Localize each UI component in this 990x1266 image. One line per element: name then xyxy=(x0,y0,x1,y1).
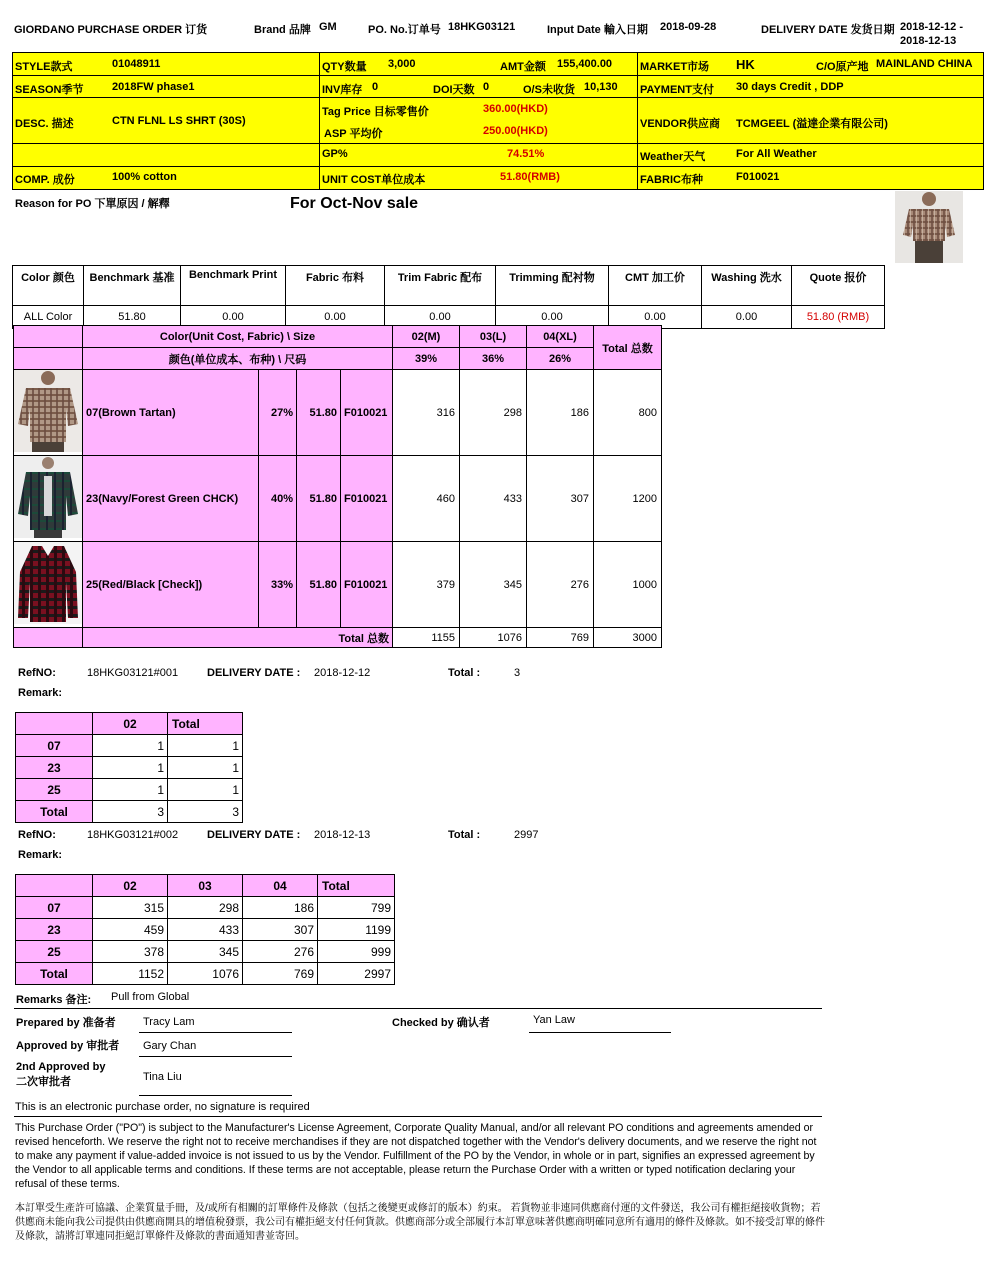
prepared-by-label: Prepared by 准备者 xyxy=(16,1017,116,1029)
bench-value-washing: 0.00 xyxy=(702,306,792,329)
inv-value: 0 xyxy=(372,81,379,93)
asp-label: ASP 平均价 xyxy=(324,128,383,140)
po-title: GIORDANO PURCHASE ORDER 订货 xyxy=(14,24,208,36)
second-approved-label-zh: 二次审批者 xyxy=(16,1076,71,1088)
ref2-col-04: 04 xyxy=(243,875,318,897)
vendor-label: VENDOR供应商 xyxy=(640,118,721,130)
ref2-total-value: 2997 xyxy=(514,829,539,841)
size-ratio-04: 26% xyxy=(527,348,594,370)
color-25-qty-02: 379 xyxy=(393,542,460,628)
doi-value: 0 xyxy=(483,81,490,93)
ref2-row-25-03: 345 xyxy=(168,941,243,963)
ref1-row-23-02: 1 xyxy=(93,757,168,779)
reason-value: For Oct-Nov sale xyxy=(290,195,419,212)
remarks-value: Pull from Global xyxy=(111,991,190,1003)
divider-top xyxy=(14,1008,822,1009)
second-approved-line xyxy=(139,1095,292,1096)
ref1-row-23-total: 1 xyxy=(168,757,243,779)
ref1-row-23-label: 23 xyxy=(16,757,93,779)
ref2-refno-value: 18HKG03121#002 xyxy=(87,829,179,841)
bench-value-trimming: 0.00 xyxy=(496,306,609,329)
brand-label: Brand 品牌 xyxy=(254,24,311,36)
bench-value-benchmark: 51.80 xyxy=(84,306,181,329)
ref2-row-total-total: 2997 xyxy=(318,963,395,985)
bench-value-cmt: 0.00 xyxy=(609,306,702,329)
qty-value: 3,000 xyxy=(388,58,416,70)
ref2-refno-label: RefNO: xyxy=(18,829,56,841)
vendor-value: TCMGEEL (溢達企業有限公司) xyxy=(736,118,888,130)
color-23-fabric: F010021 xyxy=(341,456,393,542)
ref1-refno-label: RefNO: xyxy=(18,667,56,679)
image-column-header-2 xyxy=(14,348,83,370)
color-25-pct: 33% xyxy=(259,542,297,628)
ref2-row-07-04: 186 xyxy=(243,897,318,919)
terms-chinese: 本訂單受生產許可協議、企業質量手冊，及/或所有相關的訂單條件及條款（包括之後變更或修訂的版本）約束。 若貨物並非連同供應商付運的文件發送，我公司有權拒絕接收貨物；若供應商未能向我公司提供由供應商開具的增值稅發票，我公司有權拒絕支付任何貨款。供應商部分或全部履行本訂單意味著供應商明確同意所有適用的條件及條款。如不接受訂單的條件及條款，請將訂單連同拒絕訂單條件及條款的書面通知書並寄回。 xyxy=(15,1203,825,1242)
approved-by-line xyxy=(139,1056,292,1057)
size-ratio-03: 36% xyxy=(460,348,527,370)
bench-value-trim-fabric: 0.00 xyxy=(385,306,496,329)
ref1-col-02: 02 xyxy=(93,713,168,735)
bench-value-quote: 51.80 (RMB) xyxy=(792,306,885,329)
season-value: 2018FW phase1 xyxy=(112,81,195,93)
ref2-row-23-04: 307 xyxy=(243,919,318,941)
ref2-row-total-02: 1152 xyxy=(93,963,168,985)
ref2-row-23-03: 433 xyxy=(168,919,243,941)
order-total-04: 769 xyxy=(527,628,594,648)
ref2-col-total: Total xyxy=(318,875,395,897)
ref2-row-23-02: 459 xyxy=(93,919,168,941)
amt-label: AMT金额 xyxy=(500,61,546,73)
fabric-value: F010021 xyxy=(736,171,780,183)
reason-label: Reason for PO 下單原因 / 解釋 xyxy=(15,198,170,210)
color-23-name: 23(Navy/Forest Green CHCK) xyxy=(83,456,259,542)
payment-label: PAYMENT支付 xyxy=(640,84,714,96)
prepared-by-line xyxy=(139,1032,292,1033)
color-07-cost: 51.80 xyxy=(297,370,341,456)
os-value: 10,130 xyxy=(584,81,618,93)
po-info-block xyxy=(12,52,984,190)
total-row-image-cell xyxy=(14,628,83,648)
ref2-row-23-total: 1199 xyxy=(318,919,395,941)
ref1-row-total-total: 3 xyxy=(168,801,243,823)
color-25-cost: 51.80 xyxy=(297,542,341,628)
brand-value: GM xyxy=(319,21,337,33)
ref2-row-25-02: 378 xyxy=(93,941,168,963)
bench-header-benchmark-print: Benchmark Print xyxy=(181,266,286,306)
ref1-remark-label: Remark: xyxy=(18,687,63,699)
ref1-corner-cell xyxy=(16,713,93,735)
desc-value: CTN FLNL LS SHRT (30S) xyxy=(112,115,246,127)
size-ratio-02: 39% xyxy=(393,348,460,370)
ref1-total-value: 3 xyxy=(514,667,521,679)
gp-label: GP% xyxy=(322,148,348,160)
color-07-total: 800 xyxy=(594,370,662,456)
divider-bottom xyxy=(14,1116,822,1117)
ref2-corner-cell xyxy=(16,875,93,897)
delivery-date-value-start: 2018-12-12 - xyxy=(900,21,963,33)
ref2-remark-label: Remark: xyxy=(18,849,63,861)
doi-label: DOI天数 xyxy=(433,84,475,96)
terms-english: This Purchase Order ("PO") is subject to the Manufacturer's License Agreement, Corporate Quality Manual, and/or all relevant PO conditions and agreements amended or revised henceforth. We reserve the right not to receive merchandises if they are not dispatched together with the Vendor's delivery documents, and we reserve the right not to make any payment if value-added invoice is not issued to us by the Vendor. Fulfillment of the PO by the Vendor, in whole or in part, signifies an expressed agreement by the Vendor to all applicable terms and conditions. If these terms are not acceptable, please return the Purchase Order with a written or typed notification declaring your refusal of these terms. xyxy=(15,1122,817,1190)
style-value: 01048911 xyxy=(112,58,161,70)
tag-price-label: Tag Price 目标零售价 xyxy=(322,106,429,118)
season-label: SEASON季节 xyxy=(15,84,84,96)
ref2-row-total-04: 769 xyxy=(243,963,318,985)
input-date-value: 2018-09-28 xyxy=(660,21,717,33)
ref2-row-total-label: Total xyxy=(16,963,93,985)
ref1-row-total-02: 3 xyxy=(93,801,168,823)
ref2-col-03: 03 xyxy=(168,875,243,897)
color-25-total: 1000 xyxy=(594,542,662,628)
ref1-row-07-total: 1 xyxy=(168,735,243,757)
color-23-cost: 51.80 xyxy=(297,456,341,542)
total-header: Total 总数 xyxy=(594,326,662,370)
bench-header-trimming: Trimming 配衬物 xyxy=(496,266,609,306)
desc-label: DESC. 描述 xyxy=(15,118,74,130)
order-total-all: 3000 xyxy=(594,628,662,648)
color-23-image xyxy=(14,456,83,542)
style-label: STYLE款式 xyxy=(15,61,73,73)
second-approved-value: Tina Liu xyxy=(143,1071,182,1083)
bench-value-benchmark-print: 0.00 xyxy=(181,306,286,329)
gp-value: 74.51% xyxy=(507,148,545,160)
bench-header-benchmark: Benchmark 基准 xyxy=(84,266,181,306)
order-total-03: 1076 xyxy=(460,628,527,648)
color-07-image xyxy=(14,370,83,456)
approved-by-label: Approved by 审批者 xyxy=(16,1040,120,1052)
ref1-delivery-label: DELIVERY DATE : xyxy=(207,667,301,679)
ref1-refno-value: 18HKG03121#001 xyxy=(87,667,179,679)
os-label: O/S未收货 xyxy=(523,84,575,96)
input-date-label: Input Date 輸入日期 xyxy=(547,24,648,36)
ref2-row-07-label: 07 xyxy=(16,897,93,919)
ref2-row-total-03: 1076 xyxy=(168,963,243,985)
qty-label: QTY数量 xyxy=(322,61,367,73)
checked-by-value: Yan Law xyxy=(533,1014,575,1026)
approved-by-value: Gary Chan xyxy=(143,1040,197,1052)
ref2-row-25-total: 999 xyxy=(318,941,395,963)
origin-label: C/O原产地 xyxy=(816,61,869,73)
ref1-row-25-02: 1 xyxy=(93,779,168,801)
ref2-row-23-label: 23 xyxy=(16,919,93,941)
ref1-row-07-02: 1 xyxy=(93,735,168,757)
color-07-qty-03: 298 xyxy=(460,370,527,456)
comp-label: COMP. 成份 xyxy=(15,174,75,186)
checked-by-label: Checked by 确认者 xyxy=(392,1017,490,1029)
color-23-qty-03: 433 xyxy=(460,456,527,542)
delivery-date-value-end: 2018-12-13 xyxy=(900,35,957,47)
bench-header-color: Color 颜色 xyxy=(13,266,84,306)
ref2-delivery-label: DELIVERY DATE : xyxy=(207,829,301,841)
ref1-row-07-label: 07 xyxy=(16,735,93,757)
fabric-label: FABRIC布种 xyxy=(640,174,703,186)
unit-cost-value: 51.80(RMB) xyxy=(500,171,560,183)
color-size-header-zh: 颜色(单位成本、布种) \ 尺码 xyxy=(83,348,393,370)
ref1-row-25-total: 1 xyxy=(168,779,243,801)
ref2-row-07-total: 799 xyxy=(318,897,395,919)
color-25-qty-03: 345 xyxy=(460,542,527,628)
ref1-col-total: Total xyxy=(168,713,243,735)
ref2-total-label: Total : xyxy=(448,829,481,841)
market-label: MARKET市场 xyxy=(640,61,710,73)
amt-value: 155,400.00 xyxy=(557,58,613,70)
color-23-qty-02: 460 xyxy=(393,456,460,542)
order-total-label: Total 总数 xyxy=(83,628,393,648)
order-size-table xyxy=(13,325,662,648)
order-total-02: 1155 xyxy=(393,628,460,648)
ref1-total-label: Total : xyxy=(448,667,481,679)
remarks-label: Remarks 备注: xyxy=(16,994,92,1006)
ref1-delivery-value: 2018-12-12 xyxy=(314,667,371,679)
weather-value: For All Weather xyxy=(736,148,817,160)
bench-value-fabric: 0.00 xyxy=(286,306,385,329)
benchmark-table xyxy=(12,265,885,329)
unit-cost-label: UNIT COST单位成本 xyxy=(322,174,426,186)
asp-value: 250.00(HKD) xyxy=(483,125,548,137)
ref2-row-07-02: 315 xyxy=(93,897,168,919)
weather-label: Weather天气 xyxy=(640,151,706,163)
color-23-pct: 40% xyxy=(259,456,297,542)
tag-price-value: 360.00(HKD) xyxy=(483,103,548,115)
ref2-row-07-03: 298 xyxy=(168,897,243,919)
color-25-name: 25(Red/Black [Check]) xyxy=(83,542,259,628)
origin-value: MAINLAND CHINA xyxy=(876,58,973,70)
color-07-name: 07(Brown Tartan) xyxy=(83,370,259,456)
ref2-col-02: 02 xyxy=(93,875,168,897)
electronic-note: This is an electronic purchase order, no signature is required xyxy=(15,1101,310,1113)
ref1-row-25-label: 25 xyxy=(16,779,93,801)
ref1-row-total-label: Total xyxy=(16,801,93,823)
size-header-03: 03(L) xyxy=(460,326,527,348)
delivery-date-label: DELIVERY DATE 发货日期 xyxy=(761,24,895,36)
comp-value: 100% cotton xyxy=(112,171,177,183)
color-07-qty-02: 316 xyxy=(393,370,460,456)
bench-header-washing: Washing 洗水 xyxy=(702,266,792,306)
inv-label: INV库存 xyxy=(322,84,363,96)
color-07-qty-04: 186 xyxy=(527,370,594,456)
bench-header-quote: Quote 报价 xyxy=(792,266,885,306)
checked-by-line xyxy=(529,1032,671,1033)
ref2-delivery-value: 2018-12-13 xyxy=(314,829,371,841)
color-25-qty-04: 276 xyxy=(527,542,594,628)
bench-value-color: ALL Color xyxy=(13,306,84,329)
product-image xyxy=(895,191,963,263)
color-07-pct: 27% xyxy=(259,370,297,456)
ref2-row-25-04: 276 xyxy=(243,941,318,963)
color-23-qty-04: 307 xyxy=(527,456,594,542)
po-number-value: 18HKG03121 xyxy=(448,21,516,33)
po-number-label: PO. No.订单号 xyxy=(368,24,441,36)
size-header-02: 02(M) xyxy=(393,326,460,348)
prepared-by-value: Tracy Lam xyxy=(143,1016,195,1028)
market-value: HK xyxy=(736,57,755,72)
color-25-image xyxy=(14,542,83,628)
size-header-04: 04(XL) xyxy=(527,326,594,348)
bench-header-fabric: Fabric 布料 xyxy=(286,266,385,306)
bench-header-cmt: CMT 加工价 xyxy=(609,266,702,306)
color-23-total: 1200 xyxy=(594,456,662,542)
ref2-row-25-label: 25 xyxy=(16,941,93,963)
ref2-size-table xyxy=(15,874,395,985)
color-07-fabric: F010021 xyxy=(341,370,393,456)
payment-value: 30 days Credit , DDP xyxy=(736,81,844,93)
color-size-header-en: Color(Unit Cost, Fabric) \ Size xyxy=(83,326,393,348)
bench-header-trim-fabric: Trim Fabric 配布 xyxy=(385,266,496,306)
second-approved-label-en: 2nd Approved by xyxy=(16,1061,106,1073)
image-column-header xyxy=(14,326,83,348)
ref1-size-table xyxy=(15,712,243,823)
color-25-fabric: F010021 xyxy=(341,542,393,628)
